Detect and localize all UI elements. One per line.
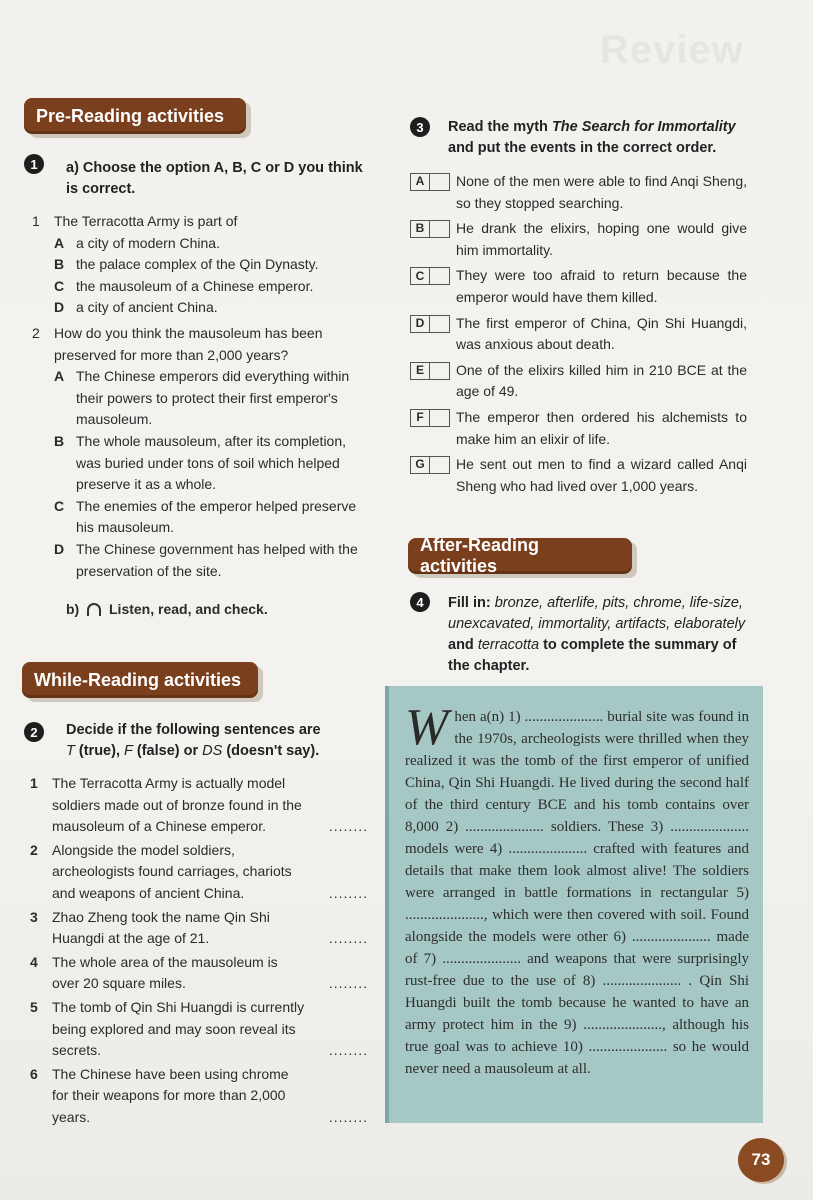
exercise-1-number: 1	[24, 154, 44, 174]
option-text: The enemies of the emperor helped preserve his mausoleum.	[76, 497, 357, 536]
question-text: The Terracotta Army is part of	[54, 213, 238, 229]
option-text: The Chinese government has helped with the preservation of the site.	[76, 540, 358, 579]
sentence-number: 6	[30, 1065, 38, 1082]
option-d[interactable]	[32, 297, 372, 319]
exercise-4-instruction	[448, 593, 748, 677]
and-word: and	[448, 637, 474, 653]
option-text: the mausoleum of a Chinese emperor.	[76, 277, 314, 294]
event-letter: F	[411, 410, 430, 426]
option-b[interactable]	[32, 431, 372, 496]
option-letter: A	[54, 368, 65, 385]
sentence-text: The Terracotta Army is actually model soldiers made out of bronze found in the mausoleum of a Chinese emperor.	[52, 775, 302, 835]
option-letter: C	[54, 497, 65, 514]
event-text: He drank the elixirs, hoping one would give him immortality.	[456, 220, 747, 258]
sentence-6	[30, 1064, 368, 1129]
event-order-box[interactable]	[410, 456, 450, 474]
ghost-heading: Review	[600, 28, 744, 72]
event-f	[410, 407, 747, 450]
while-reading-banner	[22, 662, 258, 698]
sentence-text: The Chinese have been using chrome for their weapons for more than 2,000 years.	[52, 1065, 289, 1125]
ds-text: (doesn't say).	[222, 743, 320, 759]
exercise-3-events	[410, 171, 747, 501]
sentence-4	[30, 952, 368, 995]
option-letter: D	[54, 299, 65, 316]
event-letter: A	[411, 174, 430, 190]
event-b	[410, 218, 747, 261]
event-order-box[interactable]	[410, 315, 450, 333]
sentence-text: The tomb of Qin Shi Huangdi is currently being explored and may soon reveal its secrets.	[52, 998, 305, 1059]
option-d[interactable]	[32, 539, 372, 582]
f-label: F	[124, 743, 133, 759]
sentence-text: The whole area of the mausoleum is over 20 square miles.	[52, 953, 278, 992]
event-letter: D	[411, 316, 430, 332]
exercise-1-questions	[32, 211, 372, 582]
exercise-3-instruction-line1	[448, 117, 758, 138]
question-number: 1	[32, 213, 40, 229]
t-label: T	[66, 743, 75, 759]
exercise-3-number: 3	[410, 117, 430, 137]
event-letter: E	[411, 363, 430, 379]
event-order-box[interactable]	[410, 409, 450, 427]
exercise-2-instruction-line1: Decide if the following sentences are	[66, 722, 321, 738]
event-text: The emperor then ordered his alchemists to make him an elixir of life.	[456, 408, 747, 447]
part-b-text: Listen, read, and check.	[109, 601, 268, 617]
t-text: (true),	[74, 743, 124, 759]
after-reading-banner-label: After-Reading activities	[420, 535, 540, 576]
sentence-text: Alongside the model soldiers, archeologists found carriages, chariots and weapons of ancient China.	[52, 841, 292, 901]
after-reading-banner	[408, 535, 632, 576]
word-bank-last: terracotta	[477, 637, 540, 653]
sentence-number: 4	[30, 953, 38, 970]
option-text: The Chinese emperors did everything within their powers to protect their first emperor's mausoleum.	[76, 368, 350, 428]
exercise-2-instruction-line2	[66, 741, 366, 762]
event-c	[410, 265, 747, 308]
event-order-box[interactable]	[410, 362, 450, 380]
headphones-icon	[87, 603, 101, 616]
event-a	[410, 171, 747, 214]
question-2	[32, 323, 372, 366]
exercise-3-instruction	[448, 117, 758, 159]
question-number: 2	[32, 324, 40, 341]
option-letter: B	[54, 256, 65, 273]
while-reading-banner-label: While-Reading activities	[34, 669, 242, 690]
event-order-box[interactable]	[410, 173, 450, 191]
sentence-number: 1	[30, 775, 38, 791]
option-a[interactable]	[32, 366, 372, 431]
exercise-1-instruction-a: a) Choose the option A, B, C or D you think	[66, 160, 363, 176]
exercise-2-number: 2	[24, 722, 44, 742]
word-bank: bronze, afterlife, pits, chrome, life-size, unexcavated, immortality, artifacts, elaborately	[448, 595, 746, 632]
question-1	[32, 211, 372, 233]
option-c[interactable]	[32, 496, 372, 539]
sentence-2	[30, 840, 368, 905]
f-text: (false) or	[132, 743, 203, 759]
option-text: The whole mausoleum, after its completion, was buried under tons of soil which helped preserve it as a whole.	[76, 432, 347, 493]
event-order-box[interactable]	[410, 220, 450, 238]
exercise-4-number: 4	[410, 592, 430, 612]
event-text: He sent out men to find a wizard called Anqi Sheng who had lived over 1,000 years.	[456, 456, 747, 494]
exercise-2-instruction	[66, 720, 366, 762]
exercise-4-instr-end: to complete the summary of the chapter.	[448, 637, 737, 674]
option-letter: B	[54, 432, 65, 449]
event-text: One of the elixirs killed him in 210 BCE at the age of 49.	[456, 361, 747, 400]
sentence-1	[30, 773, 368, 838]
exercise-3-instr-pre: Read the myth	[448, 119, 552, 135]
exercise-2-sentences	[30, 773, 368, 1131]
option-a[interactable]	[32, 233, 372, 255]
sentence-text: Zhao Zheng took the name Qin Shi Huangdi at the age of 21.	[52, 908, 270, 947]
sentence-number: 3	[30, 908, 38, 925]
summary-box	[385, 686, 763, 1123]
event-g	[410, 454, 747, 497]
option-text: the palace complex of the Qin Dynasty.	[76, 256, 319, 273]
exercise-3-instruction-line2: and put the events in the correct order.	[448, 140, 717, 156]
pre-reading-banner	[24, 98, 246, 134]
part-b-label: b)	[66, 601, 80, 617]
option-letter: C	[54, 277, 65, 294]
event-letter: G	[411, 457, 430, 473]
option-c[interactable]	[32, 276, 372, 298]
pre-reading-banner-label: Pre-Reading activities	[36, 105, 225, 126]
option-text: a city of modern China.	[76, 234, 220, 251]
option-letter: D	[54, 540, 65, 557]
event-order-box[interactable]	[410, 267, 450, 285]
summary-dropcap: W	[405, 699, 449, 756]
answer-blank[interactable]: ........	[328, 818, 368, 835]
exercise-1-instruction	[66, 158, 376, 200]
sentence-5	[30, 997, 368, 1062]
ds-label: DS	[202, 743, 223, 759]
answer-blank[interactable]: ........	[328, 975, 368, 992]
event-text: They were too afraid to return because the emperor would have them killed.	[456, 267, 747, 305]
option-letter: A	[54, 234, 65, 251]
sentence-3	[30, 907, 368, 950]
exercise-1-instruction-b: is correct.	[66, 181, 136, 197]
exercise-3-myth-title: The Search for Immortality	[551, 119, 736, 135]
exercise-1-part-b	[66, 599, 366, 621]
sentence-number: 5	[30, 998, 38, 1015]
event-d	[410, 313, 747, 356]
option-b[interactable]	[32, 254, 372, 276]
answer-blank[interactable]: ........	[328, 1042, 368, 1059]
sentence-number: 2	[30, 841, 38, 858]
answer-blank[interactable]: ........	[328, 930, 368, 947]
event-text: None of the men were able to find Anqi Sheng, so they stopped searching.	[456, 173, 747, 211]
page-number: 73	[738, 1138, 784, 1182]
fill-in-label: Fill in:	[448, 595, 491, 611]
event-e	[410, 360, 747, 403]
event-letter: C	[411, 268, 430, 284]
event-text: The first emperor of China, Qin Shi Huangdi, was anxious about death.	[456, 314, 747, 353]
event-letter: B	[411, 221, 430, 237]
option-text: a city of ancient China.	[76, 299, 218, 316]
question-text: How do you think the mausoleum has been preserved for more than 2,000 years?	[54, 324, 323, 363]
answer-blank[interactable]: ........	[328, 1108, 368, 1125]
answer-blank[interactable]: ........	[328, 884, 368, 901]
summary-text: hen a(n) 1) ..................... burial site was found in the 1970s, archeologists were thrilled when they realized it was the tomb of the first emperor of unified China, Qin Shi Huangdi. He lived during the second half of the third century BCE and his tomb contains over 8,000 2) ..................... soldiers. These 3) ..................... models were 4) ..................... crafted with features and details that make them look almost alive! The soldiers were arranged in battle formations in rectangular 5) ....................., which were then covered with soil. Found alongside the models were other 6) ..................... made of 7) ..................... and weapons that were surprisingly rust-free due to the use of 8) ..................... . Qin Shi Huangdi built the tomb because he wanted to have an army protect him in the 9) ....................., although his true goal was to achieve 10) ..................... so he would never need a mausoleum at all.	[405, 709, 749, 1077]
